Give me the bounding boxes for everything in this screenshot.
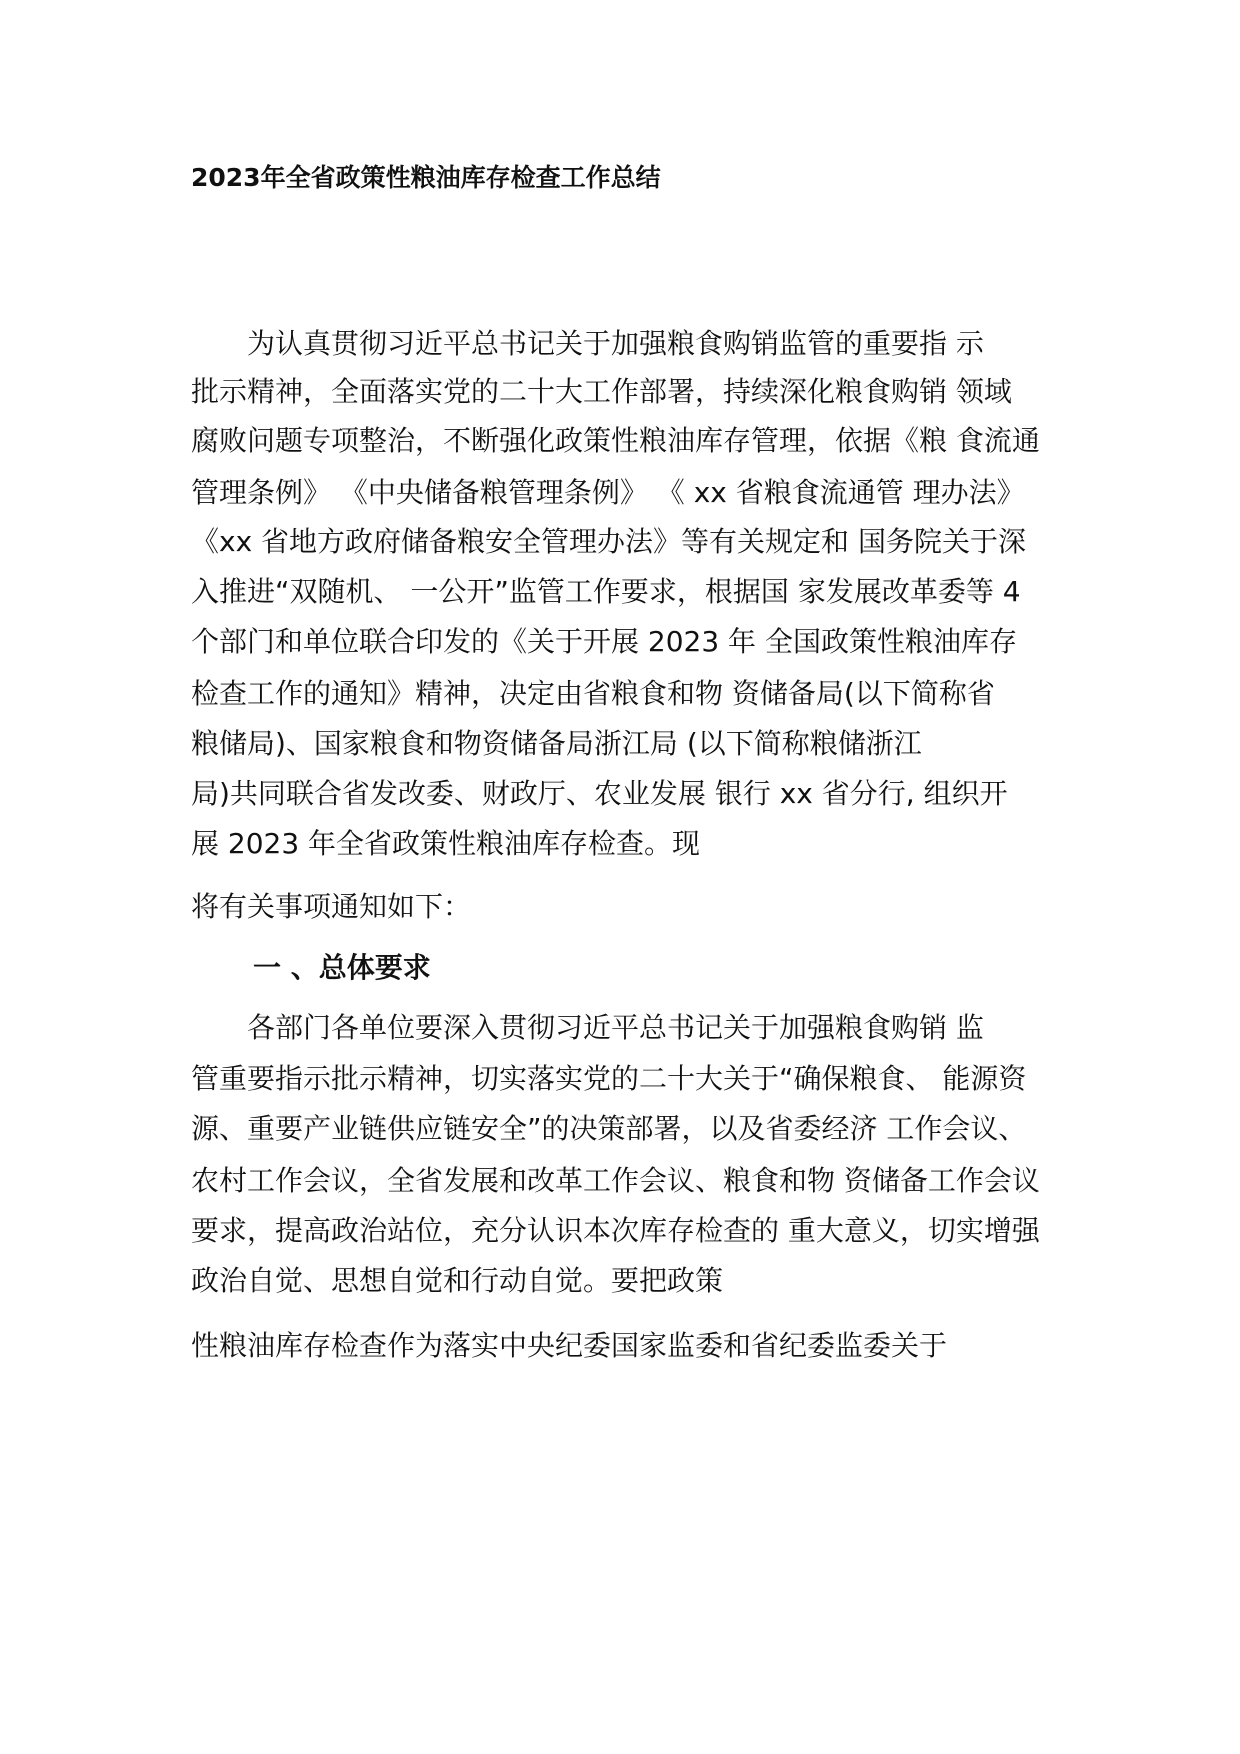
section-1-heading: 一 、总体要求: [253, 951, 431, 984]
paragraph-1-line-2: 批示精神，全面落实党的二十大工作部署，持续深化粮食购销 领域: [191, 375, 1012, 408]
paragraph-1-line-10: 局)共同联合省发改委、财政厅、农业发展 银行 xx 省分行, 组织开: [191, 777, 1008, 810]
document-title: 2023年全省政策性粮油库存检查工作总结: [191, 163, 661, 192]
paragraph-1-line-5: 《xx 省地方政府储备粮安全管理办法》等有关规定和 国务院关于深: [191, 525, 1026, 558]
paragraph-1-line-3: 腐败问题专项整治，不断强化政策性粮油库存管理，依据《粮 食流通: [191, 424, 1040, 457]
paragraph-2-tail: 性粮油库存检查作为落实中央纪委国家监委和省纪委监委关于: [191, 1329, 948, 1362]
paragraph-1-tail: 将有关事项通知如下：: [191, 890, 472, 923]
paragraph-1-line-7: 个部门和单位联合印发的《关于开展 2023 年 全国政策性粮油库存: [191, 625, 1017, 658]
paragraph-1-line-9: 粮储局)、国家粮食和物资储备局浙江局 (以下简称粮储浙江: [191, 727, 922, 760]
paragraph-2-line-6: 政治自觉、思想自觉和行动自觉。要把政策: [191, 1264, 724, 1297]
paragraph-2-line-4: 农村工作会议，全省发展和改革工作会议、粮食和物 资储备工作会议: [191, 1164, 1040, 1197]
paragraph-2-line-3: 源、重要产业链供应链安全”的决策部署，以及省委经济 工作会议、: [191, 1112, 1027, 1145]
paragraph-1-line-4: 管理条例》 《中央储备粮管理条例》 《 xx 省粮食流通管 理办法》: [191, 476, 1025, 509]
paragraph-1-line-6: 入推进“双随机、 一公开”监管工作要求，根据国 家发展改革委等 4: [191, 575, 1021, 608]
paragraph-1-line-8: 检查工作的通知》精神，决定由省粮食和物 资储备局(以下简称省: [191, 677, 995, 710]
paragraph-2-line-1: 各部门各单位要深入贯彻习近平总书记关于加强粮食购销 监: [247, 1011, 984, 1044]
paragraph-1-line-1: 为认真贯彻习近平总书记关于加强粮食购销监管的重要指 示: [247, 327, 984, 360]
paragraph-2-line-5: 要求，提高政治站位，充分认识本次库存检查的 重大意义，切实增强: [191, 1214, 1040, 1247]
paragraph-1-line-11: 展 2023 年全省政策性粮油库存检查。现: [191, 827, 701, 860]
paragraph-2-line-2: 管重要指示批示精神，切实落实党的二十大关于“确保粮食、 能源资: [191, 1062, 1027, 1095]
